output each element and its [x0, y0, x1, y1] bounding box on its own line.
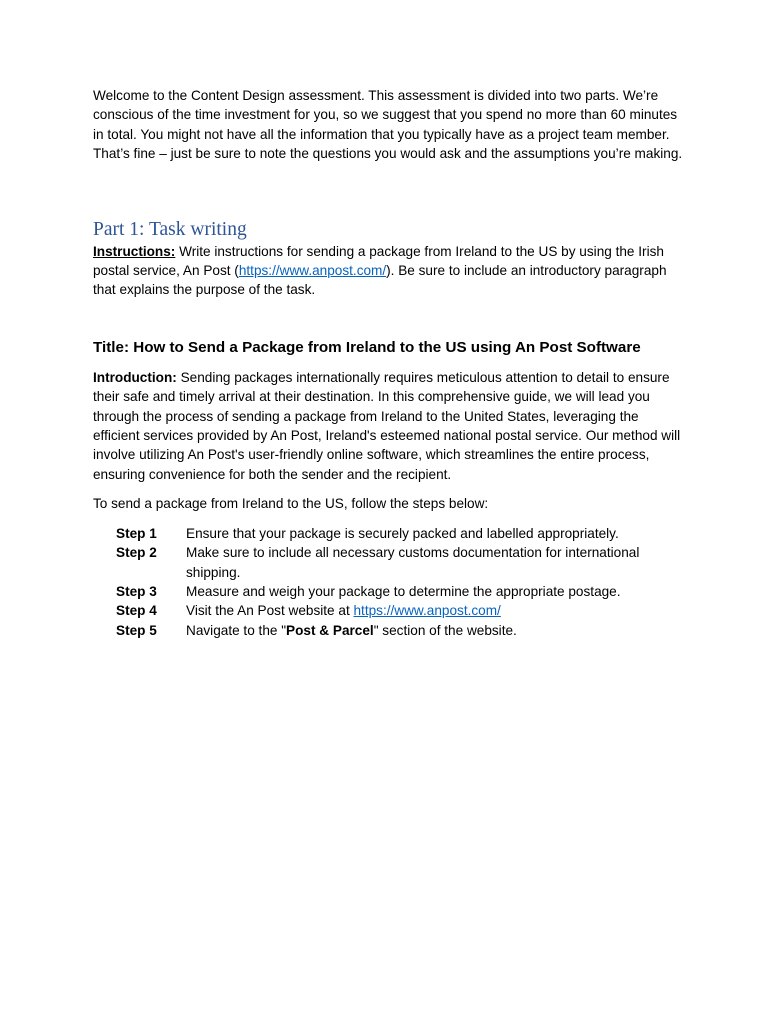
anpost-website-link[interactable]: https://www.anpost.com/	[353, 603, 501, 619]
step-item	[93, 524, 683, 543]
step-text	[186, 621, 683, 640]
steps-lead-text: To send a package from Ireland to the US, follow the steps below:	[93, 496, 489, 512]
step-label: Step 4	[116, 603, 157, 619]
step-text-before: Visit the An Post website at	[186, 603, 354, 619]
step-text-after: " section of the website.	[373, 622, 517, 638]
post-parcel-section-name: Post & Parcel	[286, 622, 374, 638]
step-label: Step 3	[116, 583, 157, 599]
step-text-before: Navigate to the "	[186, 622, 287, 638]
step-text: Measure and weigh your package to determine the appropriate postage.	[186, 583, 621, 599]
welcome-paragraph: Welcome to the Content Design assessment. This assessment is divided into two parts. We’re conscious of the time investment for you, so we suggest that you spend no more than 60 minutes in total. You might not have all the information that you typically have as a project team member. That’s fine – just be sure to note the questions you would ask and the assumptions you’re making.	[93, 88, 683, 162]
instructions-text-after: ). Be sure to include an introductory paragraph that explains the purpose of the task.	[93, 263, 667, 298]
step-item	[93, 621, 683, 640]
step-label: Step 5	[116, 622, 157, 638]
introduction-text: Sending packages internationally requires meticulous attention to detail to ensure their safe and timely arrival at their destination. In this comprehensive guide, we will lead you through the process of sending a package from Ireland to the United States, leveraging the efficient services provided by An Post, Ireland's esteemed national postal service. Our method will involve utilizing An Post's user-friendly online software, which streamlines the entire process, ensuring convenience for both the sender and the recipient.	[93, 369, 681, 482]
step-text	[186, 601, 683, 620]
steps-list	[93, 524, 683, 640]
anpost-link[interactable]: https://www.anpost.com/	[238, 263, 387, 279]
step-item	[93, 543, 683, 582]
step-label: Step 1	[116, 525, 157, 541]
step-text: Ensure that your package is securely packed and labelled appropriately.	[186, 525, 619, 541]
step-item	[93, 582, 683, 601]
document-page	[93, 86, 683, 640]
instructions-label: Instructions:	[93, 243, 176, 259]
document-title: Title: How to Send a Package from Ireland to the US using An Post Software	[93, 338, 641, 356]
instructions-text-before: Write instructions for sending a package from Ireland to the US by using the Irish postal service, An Post (	[93, 243, 664, 279]
step-label: Step 2	[116, 545, 157, 561]
step-item	[93, 601, 683, 620]
part-1-heading: Part 1: Task writing	[93, 218, 247, 240]
instructions-paragraph	[93, 242, 683, 300]
introduction-paragraph	[93, 368, 683, 484]
introduction-label: Introduction:	[93, 369, 177, 385]
step-text: Make sure to include all necessary customs documentation for international shipping.	[186, 545, 640, 580]
